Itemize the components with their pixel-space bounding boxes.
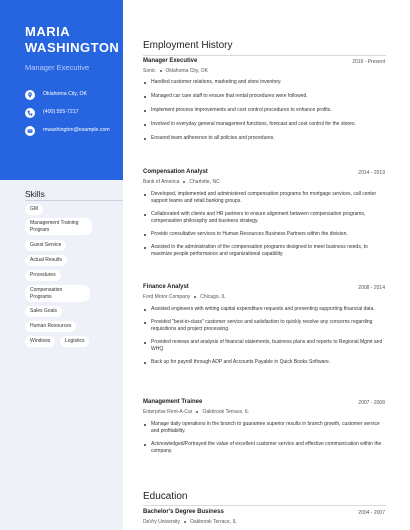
job-bullets [143,191,386,258]
job-bullets [143,306,386,366]
education-title: Education [143,491,188,502]
phone-text: (400) 555-7217 [43,109,79,115]
job-bullets [143,79,386,142]
job-dates: 2014 - 2019 [358,170,385,176]
job-title: Compensation Analyst [143,169,208,175]
separator-dot [194,296,196,298]
list-item: Provided reviews and analysis of financial statements, business plans and reports to Regional Mgmt and WHQ. [143,339,386,353]
separator-dot [160,70,162,72]
list-item: Managed car care staff to ensure that rental procedures were followed. [143,93,386,100]
list-item: Developed, implemented and administered compensation programs for mortgage services, call center support teams and retail banking groups. [143,191,386,205]
skill-tag: Compensation Programs [25,285,90,302]
list-item: Collaborated with clients and HR partners to ensure alignment between compensation programs, compensation philosophy and business strategy. [143,211,386,225]
separator-dot [196,411,198,413]
list-item: Provided "best-in-class" customer service and satisfaction to quickly resolve any concerns regarding requisitions and project processing. [143,319,386,333]
separator-dot [184,521,186,523]
school-name: DeVry University [143,519,181,525]
job-company: Sonic [143,68,156,74]
email-icon [25,126,35,136]
sidebar [0,0,123,530]
employment-divider [143,55,386,56]
skill-tag: Human Resources [25,321,76,332]
job-company: Bank of America [143,179,180,185]
list-item: Assisted in the administration of the compensation programs designed to meet business needs, to maximize people performance and organizational capability. [143,244,386,258]
list-item: Implement process improvements and cost control procedures to enhance profits. [143,107,386,114]
skills-title: Skills [25,189,45,199]
skill-tag: Windows [25,336,55,347]
list-item: Back up for payroll through ADP and Accounts Payable in Quick Books Software. [143,359,386,366]
job-company: Enterprise Rent-A-Car [143,409,193,415]
email-text[interactable]: mwashington@example.com [43,127,110,133]
degree-title: Bachelor's Degree Business [143,509,224,515]
job-title: Manager Executive [143,58,198,64]
skill-tag: Guest Service [25,240,66,251]
list-item: Handled customer relations, marketing and store inventory. [143,79,386,86]
job-dates: 2007 - 2008 [358,400,385,406]
school-location: Oakbrook Terrace, IL [190,519,237,525]
list-item: Acknowledged/Portrayed the value of excellent customer service and effective communication within the company. [143,441,386,455]
list-item: Manage daily operations in the branch to guarantee superior results in branch growth, customer service and profitability. [143,421,386,435]
skills-divider [25,200,123,201]
candidate-role: Manager Executive [25,63,90,72]
job-location: Oklahoma City, OK [165,68,208,74]
job-location: Chicago, IL [200,294,226,300]
job-company: Ford Motor Company [143,294,191,300]
job-dates: 2019 - Present [352,59,385,65]
employment-title: Employment History [143,40,233,51]
list-item: Assisted engineers with writing capital expenditure requests and presenting supporting financial data. [143,306,386,313]
job-bullets [143,421,386,455]
job-location: Oakbrook Terrace, IL [202,409,250,415]
skill-tag: Logistics [60,336,89,347]
education-dates: 2004 - 2007 [358,510,385,516]
skill-tag: Actual Results [25,255,67,266]
skill-tag: Procedures [25,270,61,281]
job-company-line [143,68,208,74]
list-item: Provide consultative services to Human Resources Business Partners within the division. [143,231,386,238]
skill-tag: Management Training Program [25,218,92,235]
job-company-line [143,294,226,300]
candidate-name: MARIA WASHINGTON [25,24,120,55]
separator-dot [183,181,185,183]
job-company-line [143,409,249,415]
list-item: Involved in everyday general management functions, forecast and cost control for the stores. [143,121,386,128]
skill-tag: Sales Goals [25,306,62,317]
location-text: Oklahoma City, OK [43,91,88,97]
job-dates: 2008 - 2014 [358,285,385,291]
list-item: Ensured team adherence to all policies and procedures. [143,135,386,142]
job-company-line [143,179,220,185]
location-pin-icon [25,90,35,100]
skill-tag: GM [25,204,43,215]
school-line [143,519,237,525]
job-location: Charlotte, NC [189,179,220,185]
job-title: Management Trainee [143,399,203,405]
phone-icon [25,108,35,118]
job-title: Finance Analyst [143,284,189,290]
education-divider [143,505,386,506]
